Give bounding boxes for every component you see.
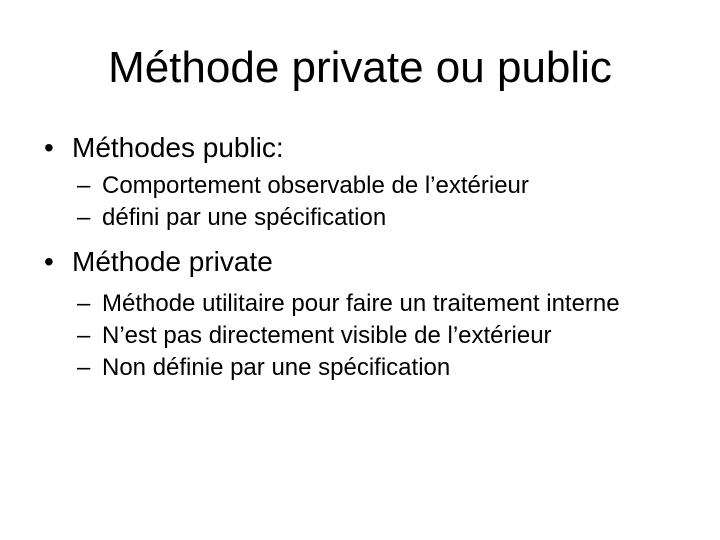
sub-item xyxy=(44,322,684,350)
dash-icon: – xyxy=(77,354,91,381)
sub-item xyxy=(44,290,684,318)
section-heading: Méthodes public: xyxy=(72,132,284,163)
dash-icon: – xyxy=(77,290,91,317)
sub-item xyxy=(44,172,684,200)
sub-item-text: défini par une spécification xyxy=(102,204,387,231)
dash-icon: – xyxy=(77,322,91,349)
sub-list xyxy=(44,290,684,382)
bullet-item xyxy=(44,244,684,280)
bullet-item xyxy=(44,130,684,166)
sub-item xyxy=(44,354,684,382)
sub-item-text: N’est pas directement visible de l’extérieur xyxy=(102,322,552,349)
section-heading: Méthode private xyxy=(72,246,273,277)
sub-item-text: Comportement observable de l’extérieur xyxy=(102,172,529,199)
dash-icon: – xyxy=(77,172,91,199)
bullet-icon: • xyxy=(44,132,54,163)
sub-item-text: Méthode utilitaire pour faire un traitement interne xyxy=(102,290,620,317)
bullet-icon: • xyxy=(44,246,54,277)
slide-title: Méthode private ou public xyxy=(108,43,612,92)
section-private-methods xyxy=(44,244,684,382)
sub-item xyxy=(44,204,684,232)
sub-item-text: Non définie par une spécification xyxy=(102,354,451,381)
slide-content xyxy=(44,130,684,382)
dash-icon: – xyxy=(77,204,91,231)
section-public-methods xyxy=(44,130,684,232)
sub-list xyxy=(44,172,684,232)
